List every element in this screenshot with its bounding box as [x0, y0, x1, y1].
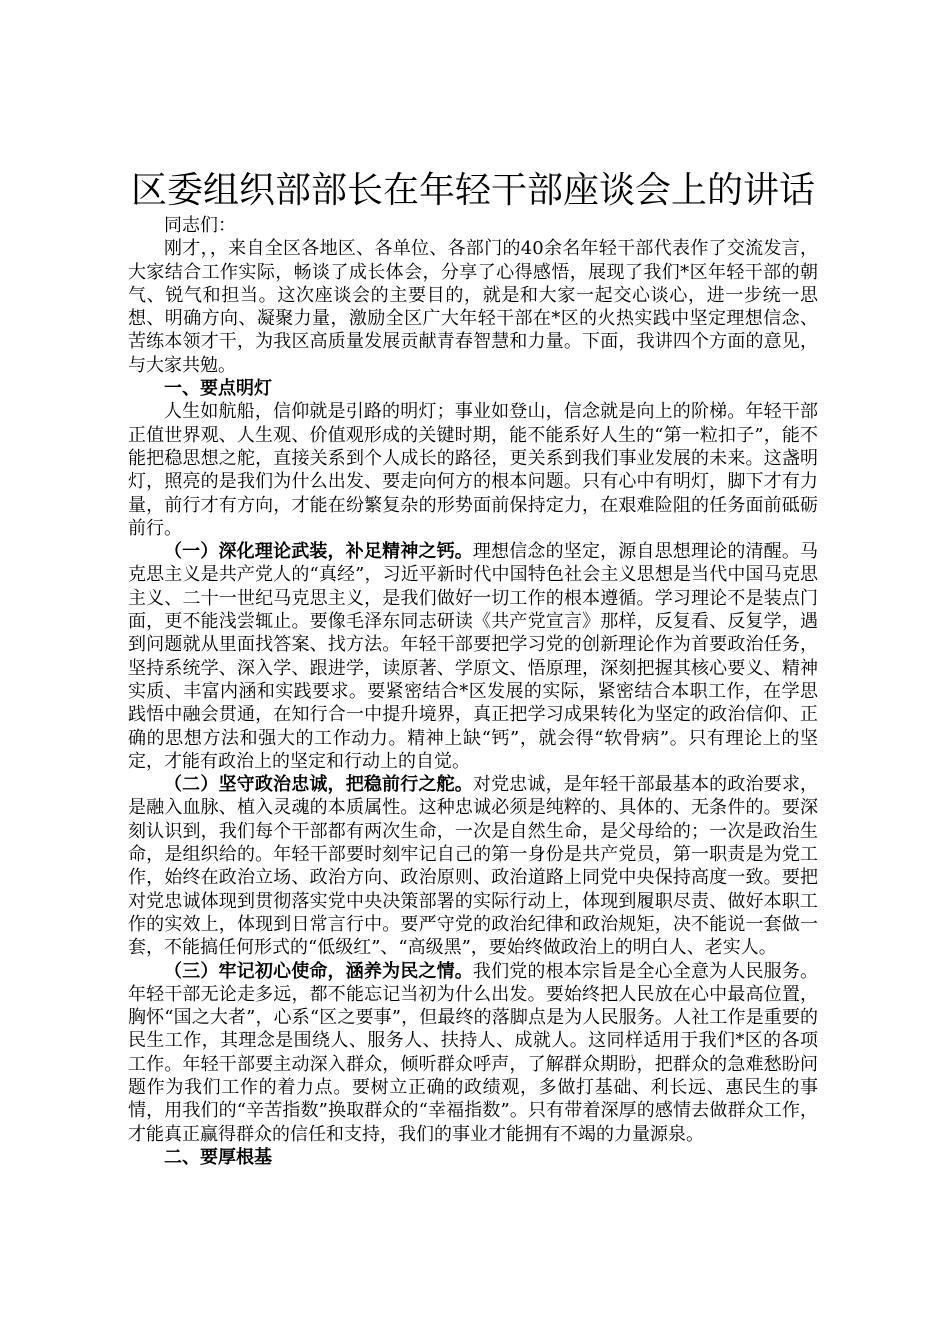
- document-page: [128, 168, 818, 1169]
- section-heading-1: 一、要点明灯: [164, 378, 272, 400]
- document-title: 区委组织部部长在年轻干部座谈会上的讲话: [130, 170, 815, 211]
- subsection-2-lead: （二）坚守政治忠诚，把稳前行之舵。: [164, 774, 473, 796]
- section-1-paragraph: 人生如航船，信仰就是引路的明灯；事业如登山，信念就是向上的阶梯。年轻干部正值世界观、人生观、价值观形成的关键时期，能不能系好人生的“第一粒扣子”，能不能把稳思想之舵，直接关系到个人成长的路径，更关系到我们事业发展的未来。这盏明灯，照亮的是我们为什么出发、要走向何方的根本问题。只有心中有明灯，脚下才有力量，前行才有方向，才能在纷繁复杂的形势面前保持定力，在艰难险阻的任务面前砥砺前行。: [128, 401, 818, 539]
- subsection-2-body: 对党忠诚，是年轻干部最基本的政治要求，是融入血脉、植入灵魂的本质属性。这种忠诚必须是纯粹的、具体的、无条件的。要深刻认识到，我们每个干部都有两次生命，一次是自然生命，是父母给的；一次是政治生命，是组织给的。年轻干部要时刻牢记自己的第一身份是共产党员，第一职责是为党工作，始终在政治立场、政治方向、政治原则、政治道路上同党中央保持高度一致。要把对党忠诚体现到贯彻落实党中央决策部署的实际行动上，体现到履职尽责、做好本职工作的实效上，体现到日常言行中。要严守党的政治纪律和政治规矩，决不能说一套做一套，不能搞任何形式的“低级红”、“高级黑”，要始终做政治上的明白人、老实人。: [128, 774, 819, 959]
- greeting: 同志们：: [164, 215, 236, 236]
- subsection-3-lead: （三）牢记初心使命，涵养为民之情。: [164, 960, 473, 982]
- intro-paragraph: 刚才，，来自全区各地区、各单位、各部门的40余名年轻干部代表作了交流发言，大家结合工作实际，畅谈了成长体会，分享了心得感悟，展现了我们*区年轻干部的朝气、锐气和担当。这次座谈会的主要目的，就是和大家一起交心谈心，进一步统一思想、明确方向、凝聚力量，激励全区广大年轻干部在*区的火热实践中坚定理想信念、苦练本领才干，为我区高质量发展贡献青春智慧和力量。下面，我讲四个方面的意见，与大家共勉。: [128, 238, 818, 376]
- subsection-2-paragraph: [128, 773, 818, 959]
- subsection-3-body: 我们党的根本宗旨是全心全意为人民服务。年轻干部无论走多远，都不能忘记当初为什么出发。要始终把人民放在心中最高位置，胸怀“国之大者”，心系“区之要事”，但最终的落脚点是为人民服务。人社工作是重要的民生工作，其理念是围绕人、服务人、扶持人、成就人。这同样适用于我们*区的各项工作。年轻干部要主动深入群众，倾听群众呼声，了解群众期盼，把群众的急难愁盼问题作为我们工作的着力点。要树立正确的政绩观，多做打基础、利长远、惠民生的事情，用我们的“辛苦指数”换取群众的“幸福指数”。只有带着深厚的感情去做群众工作，才能真正赢得群众的信任和支持，我们的事业才能拥有不竭的力量源泉。: [128, 960, 819, 1145]
- subsection-1-paragraph: [128, 540, 818, 773]
- section-heading-2: 二、要厚根基: [164, 1146, 272, 1168]
- subsection-1-body: 理想信念的坚定，源自思想理论的清醒。马克思主义是共产党人的“真经”，习近平新时代中国特色社会主义思想是当代中国马克思主义、二十一世纪马克思主义，是我们做好一切工作的根本遵循。学习理论不是装点门面，更不能浅尝辄止。要像毛泽东同志研读《共产党宣言》那样，反复看、反复学，遇到问题就从里面找答案、找方法。年轻干部要把学习党的创新理论作为首要政治任务，坚持系统学、深入学、跟进学，读原著、学原文、悟原理，深刻把握其核心要义、精神实质、丰富内涵和实践要求。要紧密结合*区发展的实际，紧密结合本职工作，在学思践悟中融会贯通，在知行合一中提升境界，真正把学习成果转化为坚定的政治信仰、正确的思想方法和强大的工作动力。精神上缺“钙”，就会得“软骨病”。只有理论上的坚定，才能有政治上的坚定和行动上的自觉。: [128, 541, 819, 772]
- subsection-1-lead: （一）深化理论武装，补足精神之钙。: [164, 541, 473, 563]
- subsection-3-paragraph: [128, 960, 818, 1146]
